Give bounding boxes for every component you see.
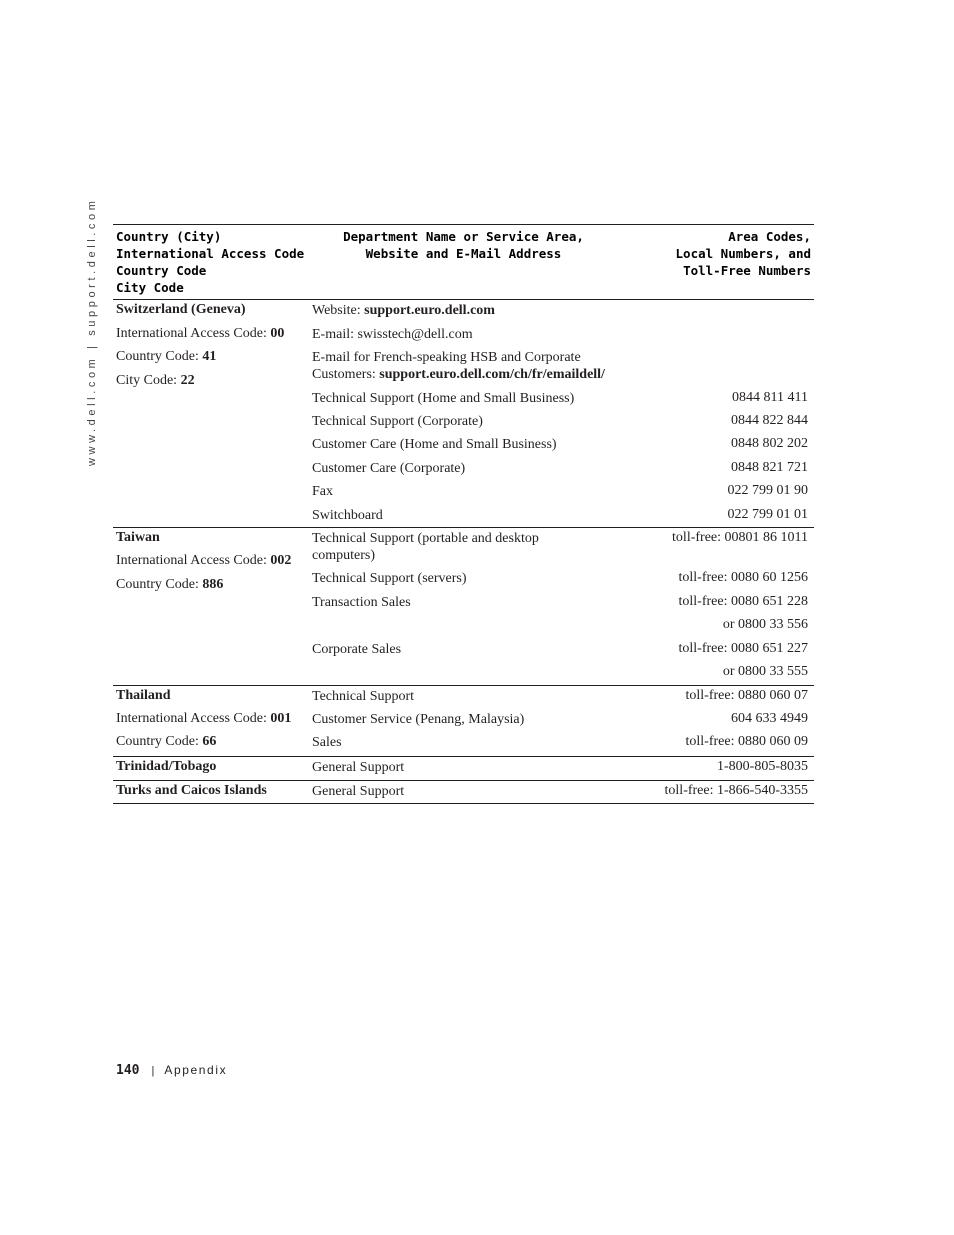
- country-block-taiwan: Taiwan International Access Code: 002 Country Code: 886 Technical Support (portable and desktop computers) toll-free: 00801 86 1011 Technical Support (servers) toll-free: 0080 60 1256 Transaction Sales toll-free: 0080 651 228 or 0800 33 556 Corporate Sales toll-free: 0080 651 227 or 0800 33 555: [113, 528, 814, 686]
- header-col-department: Department Name or Service Area, Website and E-Mail Address: [343, 229, 584, 261]
- intl-access-code: International Access Code: 001: [116, 711, 292, 726]
- website-link[interactable]: support.euro.dell.com: [364, 303, 495, 318]
- sidebar-url: www.dell.com | support.dell.com: [86, 197, 98, 466]
- phone-number: toll-free: 00801 86 1011: [672, 530, 808, 545]
- page-number: 140: [116, 1063, 140, 1078]
- phone-number: toll-free: 0080 651 228: [678, 594, 808, 609]
- section-title: Appendix: [164, 1063, 228, 1077]
- phone-number: toll-free: 0880 060 07: [685, 688, 808, 703]
- phone-number: 604 633 4949: [731, 711, 808, 726]
- header-col-numbers: Area Codes, Local Numbers, and Toll-Free Numbers: [675, 229, 811, 278]
- phone-number: toll-free: 0880 060 09: [685, 734, 808, 749]
- country-block-thailand: Thailand International Access Code: 001 Country Code: 66 Technical Support toll-free: 0880 060 07 Customer Service (Penang, Malaysia) 604 633 4949 Sales toll-free: 0880 060 09: [113, 686, 814, 757]
- intl-access-code: International Access Code: 002: [116, 553, 292, 568]
- email-address[interactable]: E-mail: swisstech@dell.com: [312, 327, 473, 342]
- phone-number: toll-free: 0080 60 1256: [678, 570, 808, 585]
- country-name: Thailand: [116, 688, 171, 703]
- contact-table: [113, 224, 814, 804]
- header-col-country: Country (City) International Access Code Country Code City Code: [116, 229, 305, 295]
- phone-number: 0848 821 721: [731, 460, 808, 475]
- intl-access-code: International Access Code: 00: [116, 326, 285, 341]
- footer-separator: |: [151, 1065, 155, 1077]
- country-name: Switzerland (Geneva): [116, 302, 246, 317]
- country-name: Taiwan: [116, 530, 160, 545]
- country-block-switzerland: Switzerland (Geneva) International Access Code: 00 Country Code: 41 City Code: 22 Website: support.euro.dell.com E-mail: swisstech@dell.com E-mail for French-speaking HSB and Corporate Customers: support.euro.dell.com/ch/fr/emaildell/ Technical Support (Home and Small Business) 0844 811 411 Technical Support (Corporate) 0844 822 844 Customer Care (Home and Small Business) 0848 802 202 Customer Care (Corporate) 0848 821 721 Fax 022 799 01 90 Switchboard 022 799 01 01: [113, 300, 814, 528]
- phone-number: 022 799 01 90: [727, 483, 808, 498]
- phone-number: 0848 802 202: [731, 436, 808, 451]
- phone-number: 0844 822 844: [731, 413, 808, 428]
- website-link[interactable]: support.euro.dell.com/ch/fr/emaildell/: [379, 367, 605, 382]
- country-code: Country Code: 66: [116, 734, 217, 749]
- phone-number: or 0800 33 556: [722, 617, 808, 632]
- phone-number: toll-free: 0080 651 227: [678, 641, 808, 656]
- country-block-trinidad: Trinidad/Tobago General Support 1-800-805-8035: [113, 757, 814, 781]
- country-code: Country Code: 886: [116, 577, 224, 592]
- phone-number: 022 799 01 01: [727, 507, 808, 522]
- country-code: Country Code: 41: [116, 349, 217, 364]
- country-name: Trinidad/Tobago: [116, 759, 217, 774]
- city-code: City Code: 22: [116, 373, 195, 388]
- phone-number: 1-800-805-8035: [717, 759, 808, 774]
- phone-number: or 0800 33 555: [722, 664, 808, 679]
- page-footer: [116, 1062, 227, 1078]
- phone-number: 0844 811 411: [732, 390, 808, 405]
- table-header: [113, 224, 814, 300]
- phone-number: toll-free: 1-866-540-3355: [664, 783, 808, 798]
- country-block-turks-caicos: Turks and Caicos Islands General Support toll-free: 1-866-540-3355: [113, 781, 814, 804]
- country-name: Turks and Caicos Islands: [116, 783, 267, 798]
